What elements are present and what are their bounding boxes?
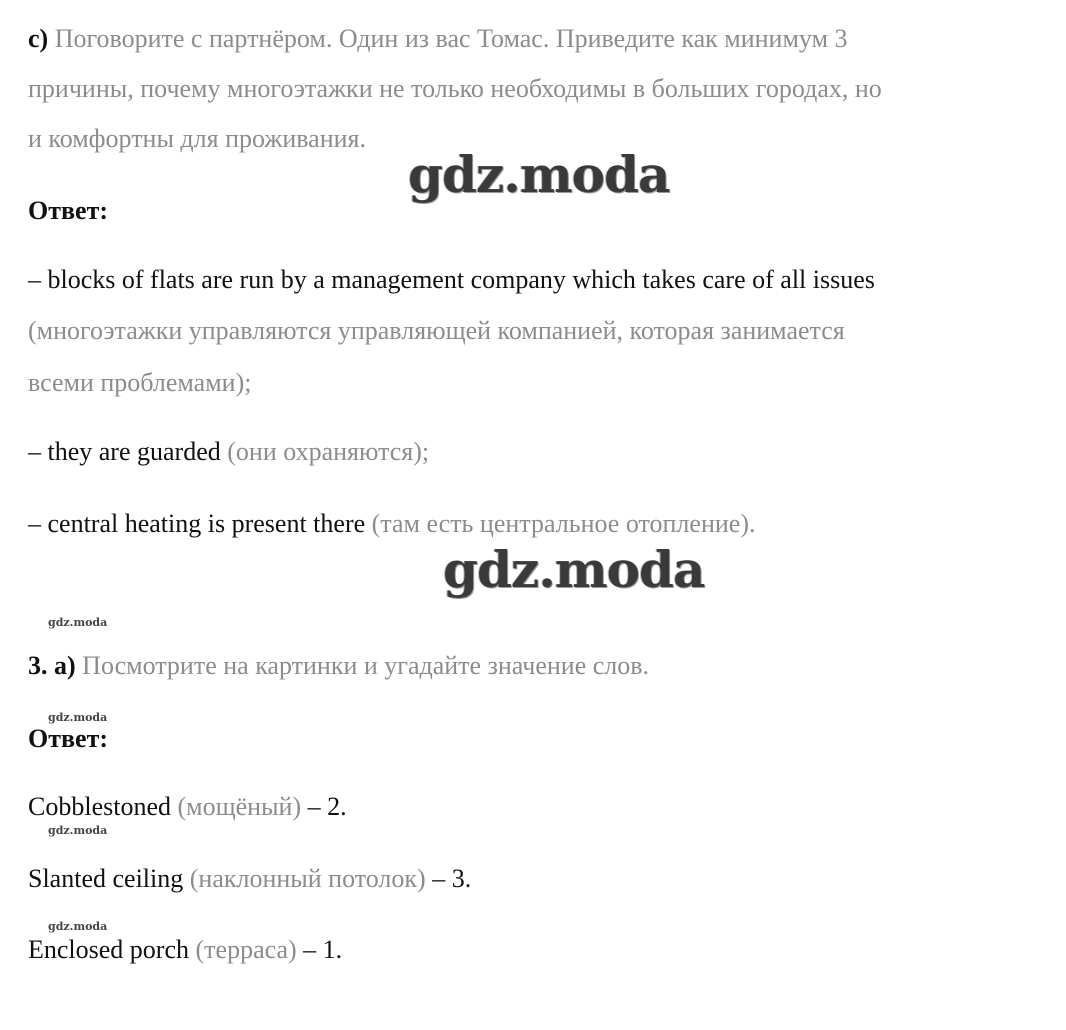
- answer-3a-item-3-num: – 1.: [303, 935, 343, 964]
- task-c-line-1: [28, 26, 848, 52]
- answer-label-c: Ответ:: [28, 196, 109, 225]
- task-c-text-1: Поговорите с партнёром. Один из вас Томас. Приведите как минимум 3: [54, 24, 848, 53]
- answer-c-item-1-ru-1: (многоэтажки управляются управляющей компанией, которая занимается: [28, 316, 845, 345]
- answer-c-item-1: – blocks of flats are run by a management company which takes care of all issues: [28, 265, 875, 294]
- watermark-small-2: gdz.moda: [48, 711, 108, 724]
- answer-3a-item-2-ru: (наклонный потолок): [189, 864, 426, 893]
- answer-label-3a: Ответ:: [28, 724, 109, 753]
- answer-3a-item-1-ru: (мощёный): [177, 792, 302, 821]
- watermark-1: gdz.moda: [408, 145, 670, 204]
- answer-c-item-3-ru: (там есть центральное отопление).: [371, 509, 756, 538]
- answer-3a-item-2-num: – 3.: [432, 864, 472, 893]
- answer-c-item-1-ru-2: всеми проблемами);: [28, 368, 252, 397]
- answer-3a-item-3-ru: (терраса): [195, 935, 297, 964]
- task-3a-text: Посмотрите на картинки и угадайте значение слов.: [82, 651, 650, 680]
- answer-3a-item-1-en: Cobblestoned: [28, 792, 171, 821]
- task-c-line-3: и комфортны для проживания.: [28, 124, 366, 153]
- answer-c-item-2: [28, 439, 429, 465]
- watermark-2: gdz.moda: [443, 540, 705, 599]
- answer-3a-item-3-en: Enclosed porch: [28, 935, 190, 964]
- watermark-small-3: gdz.moda: [48, 824, 108, 837]
- answer-3a-item-1-num: – 2.: [307, 792, 347, 821]
- answer-c-item-3: [28, 511, 755, 537]
- watermark-small-1: gdz.moda: [48, 616, 108, 629]
- task-c-line-2: причины, почему многоэтажки не только необходимы в больших городах, но: [28, 74, 882, 103]
- task-3a-line: [28, 653, 649, 679]
- answer-c-item-2-ru: (они охраняются);: [227, 437, 430, 466]
- answer-c-item-2-en: – they are guarded: [28, 437, 221, 466]
- answer-3a-item-2: [28, 866, 471, 892]
- answer-3a-item-3: [28, 937, 342, 963]
- watermark-small-4: gdz.moda: [48, 920, 108, 933]
- answer-c-item-3-en: – central heating is present there: [28, 509, 366, 538]
- answer-3a-item-2-en: Slanted ceiling: [28, 864, 184, 893]
- task-c-label: c): [28, 24, 49, 53]
- answer-3a-item-1: [28, 794, 347, 820]
- task-3a-label: 3. а): [28, 651, 76, 680]
